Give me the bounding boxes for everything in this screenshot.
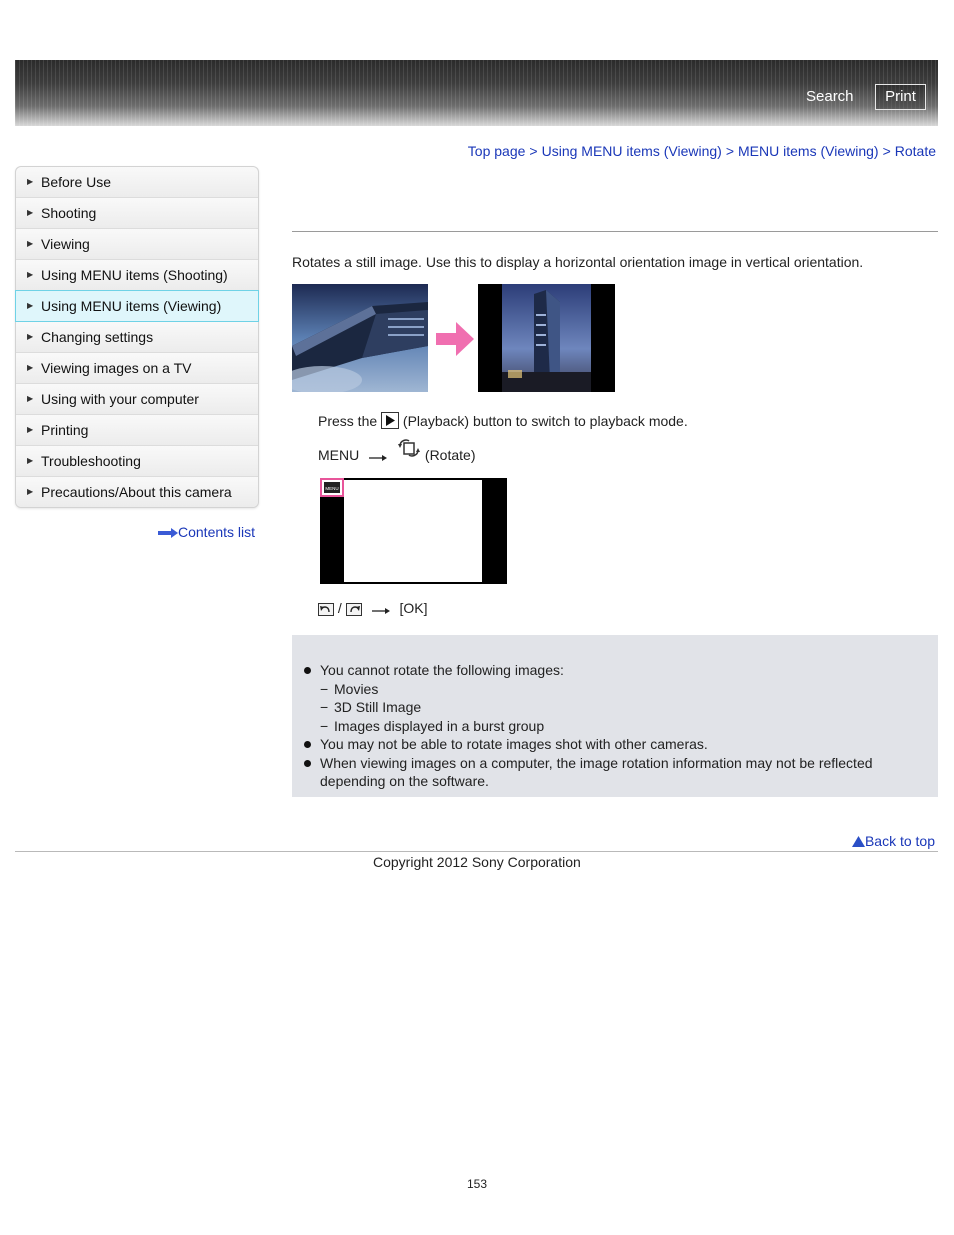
horizontal-photo-image xyxy=(292,284,428,392)
camera-screen-illustration xyxy=(320,478,507,584)
triangle-right-icon: ▶ xyxy=(27,363,34,372)
sidebar-item-label: Shooting xyxy=(41,205,97,221)
sidebar-item-menu-shooting[interactable] xyxy=(16,260,258,291)
arrow-right-icon xyxy=(367,453,389,463)
sidebar-item-menu-viewing[interactable] xyxy=(15,290,259,322)
triangle-right-icon: ▶ xyxy=(27,208,34,217)
triangle-right-icon: ▶ xyxy=(27,270,34,279)
contents-list-link[interactable] xyxy=(158,524,255,540)
bullet-icon xyxy=(304,667,311,674)
vertical-photo-image xyxy=(478,284,615,392)
sidebar-item-label: Before Use xyxy=(41,174,112,190)
sidebar-item-label: Troubleshooting xyxy=(41,453,141,469)
triangle-right-icon: ▶ xyxy=(27,239,34,248)
step-1-post: (Playback) button to switch to playback mode. xyxy=(402,413,688,429)
note-text: You may not be able to rotate images shot with other cameras. xyxy=(320,736,708,752)
breadcrumb-separator: > xyxy=(529,143,538,159)
note-text: You cannot rotate the following images: xyxy=(320,662,564,678)
notes-list xyxy=(302,661,912,791)
step-1-text xyxy=(318,412,688,429)
triangle-right-icon: ▶ xyxy=(27,332,34,341)
bullet-icon xyxy=(304,760,311,767)
rotate-icon xyxy=(397,438,421,458)
sidebar-item-viewing[interactable] xyxy=(16,229,258,260)
sidebar-item-computer[interactable] xyxy=(16,384,258,415)
sidebar-item-label: Using with your computer xyxy=(41,391,199,407)
copyright-text: Copyright 2012 Sony Corporation xyxy=(373,854,581,870)
breadcrumb-rotate[interactable]: Rotate xyxy=(894,143,936,159)
sidebar-item-label: Viewing xyxy=(41,236,90,252)
breadcrumb-using-menu-viewing[interactable]: Using MENU items (Viewing) xyxy=(541,143,722,159)
note-sub-item xyxy=(302,680,912,699)
sidebar-item-label: Precautions/About this camera xyxy=(41,484,232,500)
playback-button-icon xyxy=(381,412,399,429)
note-sub-text: Movies xyxy=(334,680,379,697)
sidebar-item-label: Viewing images on a TV xyxy=(41,360,192,376)
ok-label: [OK] xyxy=(399,600,428,616)
triangle-right-icon: ▶ xyxy=(27,456,34,465)
triangle-up-icon xyxy=(852,836,865,847)
sidebar-item-viewing-tv[interactable] xyxy=(16,353,258,384)
step-1-pre: Press the xyxy=(318,413,378,429)
screen-menu-label: MENU xyxy=(325,486,339,491)
slash: / xyxy=(337,600,342,616)
search-link[interactable]: Search xyxy=(806,88,854,105)
breadcrumb-menu-items-viewing[interactable]: MENU items (Viewing) xyxy=(738,143,879,159)
sidebar-item-label: Changing settings xyxy=(41,329,154,345)
sidebar-item-precautions[interactable] xyxy=(16,477,258,507)
sidebar-item-troubleshooting[interactable] xyxy=(16,446,258,477)
note-sub-item xyxy=(302,698,912,717)
rotate-label: (Rotate) xyxy=(424,447,476,463)
title-divider xyxy=(292,231,938,232)
note-text: When viewing images on a computer, the image rotation information may not be reflected depending on the software. xyxy=(320,754,873,789)
sidebar-nav xyxy=(15,166,259,508)
sidebar-item-label: Using MENU items (Shooting) xyxy=(41,267,228,283)
triangle-right-icon: ▶ xyxy=(27,425,34,434)
menu-label: MENU xyxy=(318,447,360,463)
arrow-right-icon xyxy=(158,528,178,538)
triangle-right-icon: ▶ xyxy=(27,487,34,496)
note-sub-item xyxy=(302,717,912,736)
pink-arrow-icon xyxy=(436,322,474,356)
rotate-left-icon xyxy=(318,603,334,616)
step-2-text xyxy=(318,438,475,463)
back-to-top-label: Back to top xyxy=(864,833,935,849)
note-item xyxy=(302,661,912,680)
intro-text: Rotates a still image. Use this to display a horizontal orientation image in vertical orientation. xyxy=(292,254,864,270)
step-3-text xyxy=(318,600,427,616)
breadcrumb-separator: > xyxy=(882,143,891,159)
note-item xyxy=(302,735,912,754)
rotate-right-icon xyxy=(346,603,362,616)
triangle-right-icon: ▶ xyxy=(27,301,34,310)
arrow-right-icon xyxy=(370,606,392,616)
print-button[interactable]: Print xyxy=(875,84,926,110)
sidebar-item-shooting[interactable] xyxy=(16,198,258,229)
sidebar-item-label: Using MENU items (Viewing) xyxy=(41,298,222,314)
note-sub-text: 3D Still Image xyxy=(334,699,422,715)
back-to-top-link[interactable] xyxy=(852,833,935,849)
breadcrumb-separator: > xyxy=(725,143,735,159)
page-number: 153 xyxy=(467,1177,488,1191)
dash-icon: − xyxy=(320,680,329,697)
dash-icon: − xyxy=(320,699,329,715)
dash-icon: − xyxy=(320,717,329,734)
breadcrumb-top-page[interactable]: Top page xyxy=(467,143,526,159)
breadcrumb xyxy=(468,143,936,159)
sidebar-item-before-use[interactable] xyxy=(16,167,258,198)
notes-box xyxy=(292,635,938,797)
footer-divider xyxy=(15,851,938,852)
sidebar-item-label: Printing xyxy=(41,422,89,438)
contents-list-label: Contents list xyxy=(178,524,256,540)
triangle-right-icon: ▶ xyxy=(27,177,34,186)
sidebar-item-printing[interactable] xyxy=(16,415,258,446)
sidebar-item-changing-settings[interactable] xyxy=(16,322,258,353)
note-sub-text: Images displayed in a burst group xyxy=(334,717,545,734)
bullet-icon xyxy=(304,741,311,748)
note-item xyxy=(302,754,912,791)
triangle-right-icon: ▶ xyxy=(27,394,34,403)
header-bar xyxy=(15,60,938,126)
